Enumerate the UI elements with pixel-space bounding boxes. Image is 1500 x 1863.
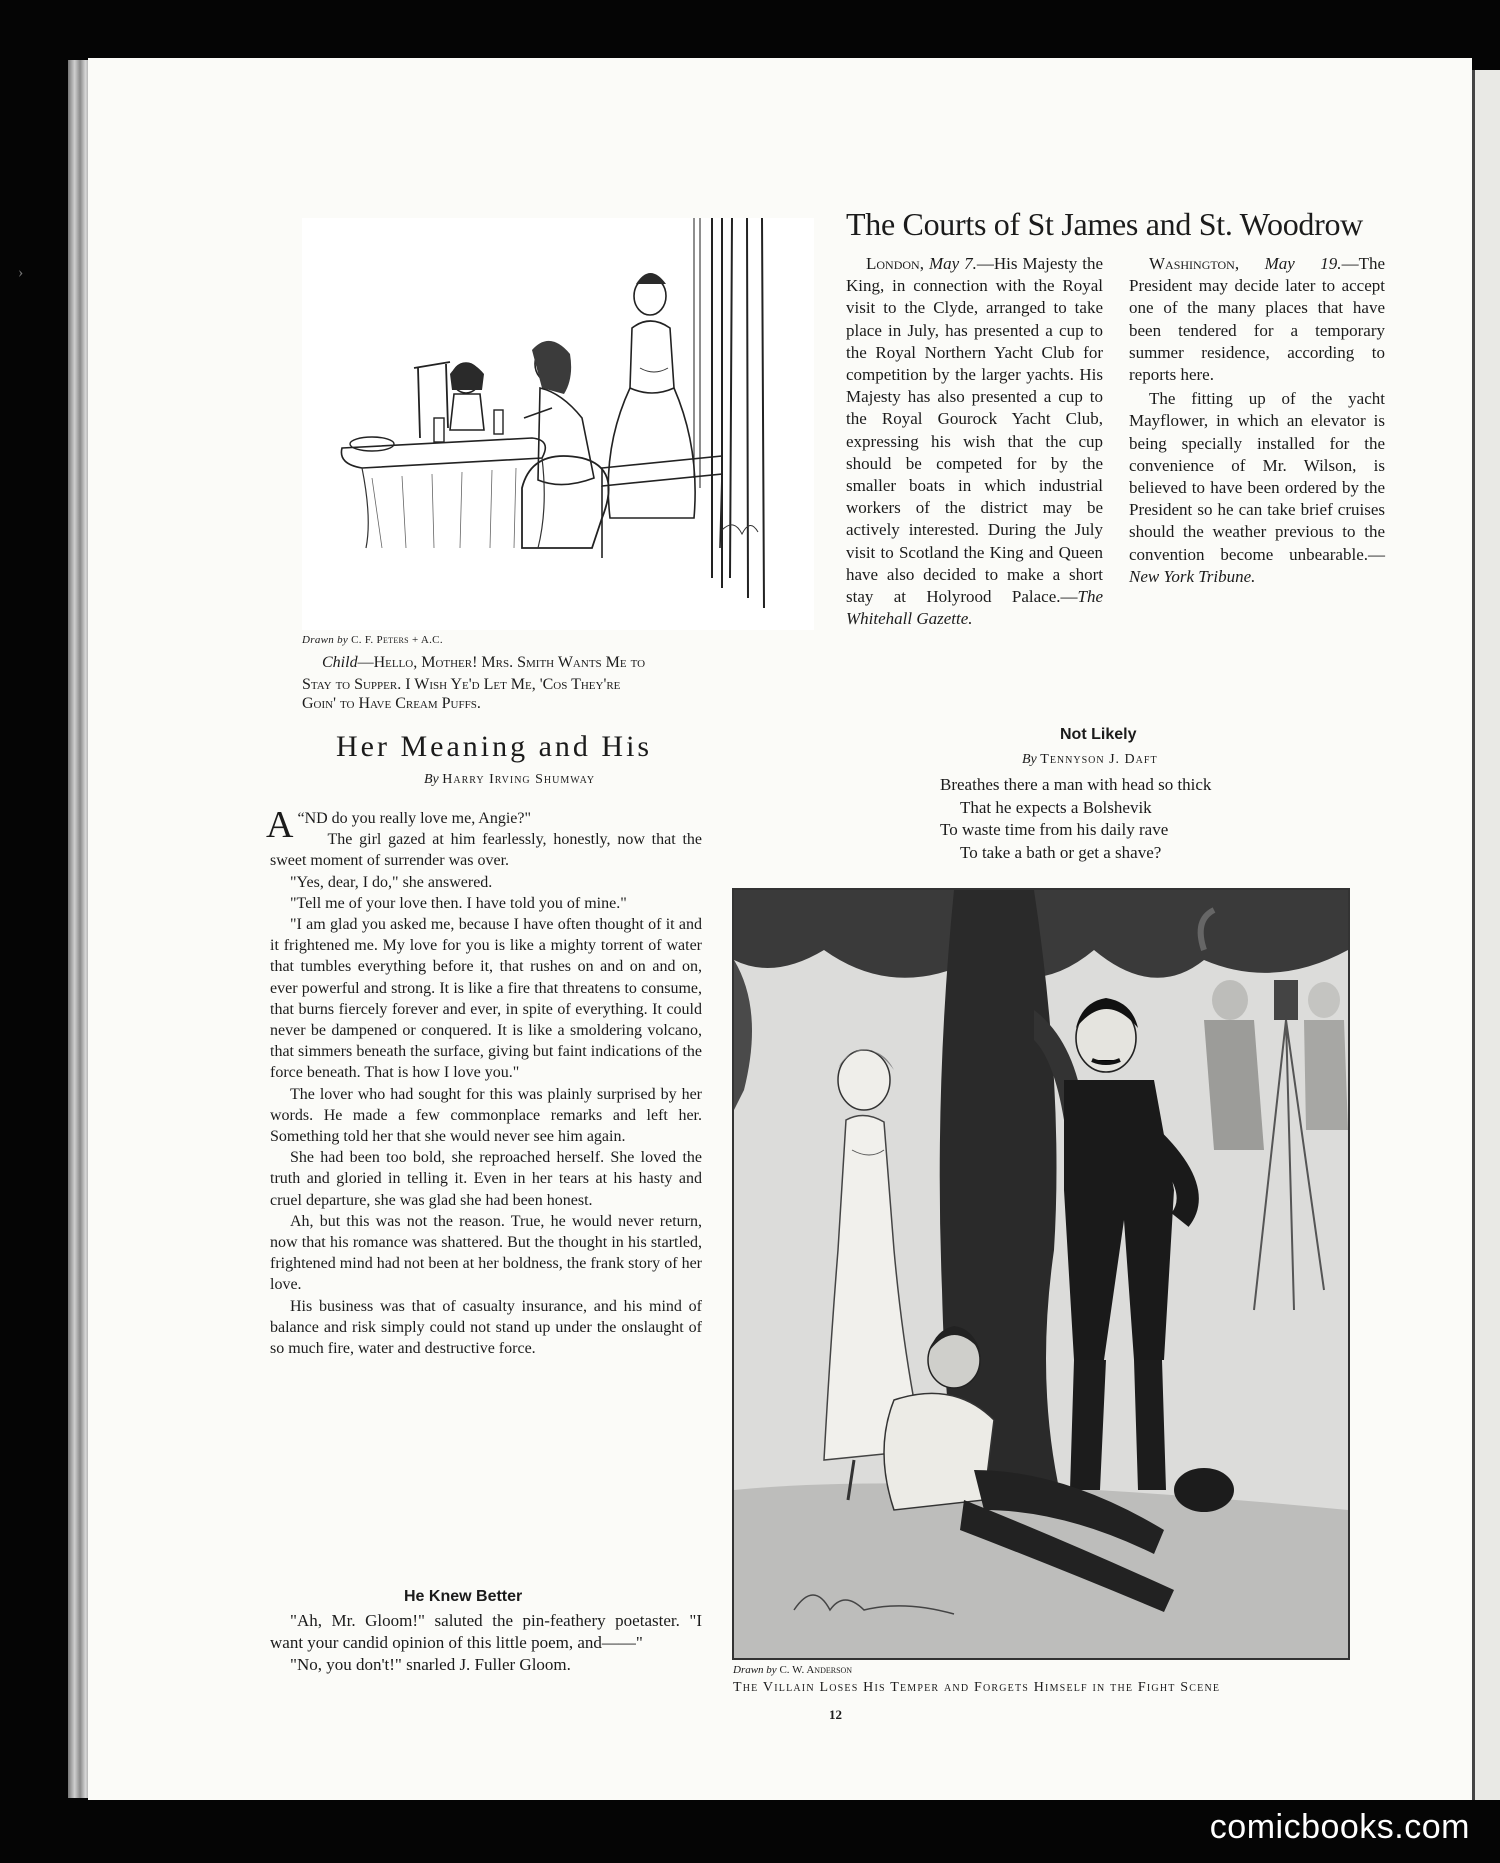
- meaning-dropcap: A: [266, 804, 294, 846]
- meaning-paragraph-4: "Tell me of your love then. I have told you of mine.": [290, 894, 627, 912]
- washington-body-1: —The President may decide later to accept one of the many places that have been tendered for a temporary summer residence, according to reports here.: [1129, 254, 1385, 385]
- cartoon-1-caption-line-1: [322, 652, 645, 674]
- courts-washington-paragraph-2: [1129, 388, 1385, 588]
- not-likely-byline: [1022, 752, 1158, 768]
- meaning-byline: [424, 772, 595, 788]
- meaning-p2: The girl gazed at him fearlessly, honestly, now that the sweet moment of surrender was over.: [270, 831, 702, 870]
- meaning-p1-rest: ND do you really love me, Angie?": [304, 810, 532, 827]
- cartoon-1-caption-line-2: Stay to Supper. I Wish Ye'd Let Me, 'Cos They're: [302, 676, 621, 693]
- courts-london-column: [846, 253, 1103, 630]
- binding-mark: ›: [18, 264, 24, 281]
- cartoon-2-credit-prefix: Drawn by: [733, 1664, 777, 1676]
- courts-headline: The Courts of St James and St. Woodrow: [846, 206, 1363, 242]
- washington-dateline: Washington,: [1149, 254, 1240, 273]
- not-likely-by: By: [1022, 752, 1037, 767]
- cartoon-family-supper-drawing: [302, 218, 814, 630]
- poem-line-2: That he expects a Bolshevik: [960, 797, 1152, 817]
- not-likely-author: Tennyson J. Daft: [1040, 752, 1158, 767]
- knew-better-paragraph-2: "No, you don't!" snarled J. Fuller Gloom.: [290, 1655, 571, 1674]
- washington-date: May 19.: [1264, 254, 1342, 273]
- not-likely-title: Not Likely: [1060, 726, 1137, 743]
- cartoon-1-credit: [302, 634, 443, 646]
- poem-line-3: To waste time from his daily rave: [940, 820, 1169, 839]
- cartoon-fight-scene-drawing: [734, 890, 1348, 1658]
- cartoon-fight-scene: [732, 888, 1350, 1660]
- poem-line-4: To take a bath or get a shave?: [960, 842, 1162, 862]
- not-likely-poem: [940, 774, 1280, 864]
- cartoon-1-speaker: Child: [322, 654, 358, 671]
- knew-better-text: [270, 1610, 702, 1676]
- courts-washington-column: [1129, 253, 1385, 588]
- meaning-author: Harry Irving Shumway: [442, 772, 596, 787]
- knew-better-title: He Knew Better: [404, 1588, 523, 1605]
- book-spine: [68, 60, 90, 1798]
- cartoon-1-credit-name: C. F. Peters + A.C.: [351, 634, 443, 646]
- meaning-by: By: [424, 772, 439, 787]
- meaning-paragraph-3: "Yes, dear, I do," she answered.: [290, 873, 493, 891]
- meaning-paragraph-8: Ah, but this was not the reason. True, he would never return, now that his romance was shattered. But the thought in his startled, frightened mind had not been at her boldness, the frank story of her love.: [270, 1212, 702, 1294]
- meaning-paragraph-7: She had been too bold, she reproached herself. She loved the truth and gloried in telling it. Even in her tears at his hasty and cruel departure, she was glad she had been honest.: [270, 1149, 702, 1209]
- london-dateline: London,: [866, 254, 924, 273]
- cartoon-family-supper: [302, 218, 814, 630]
- washington-body-2: The fitting up of the yacht Mayflower, in which an elevator is being specially installed for the convenience of Mr. Wilson, is believed to have been ordered by the President so he can take brief cruises should the weather previous to the convention become unbearable.—: [1129, 389, 1385, 564]
- meaning-paragraph-1: [266, 804, 702, 872]
- facing-page-edge: [1472, 70, 1500, 1800]
- london-body: —His Majesty the King, in connection with the Royal visit to the Clyde, arranged to take place in July, has presented a cup to the Royal Northern Yacht Club for competition by the larger yachts. His Majesty has also presented a cup to the Royal Gourock Yacht Club, expressing his wish that the cup should be competed for by the smaller boats in which industrial workers of the district may be actively interested. During the July visit to Scotland the King and Queen have also decided to make a short stay at Holyrood Palace.—: [846, 254, 1103, 607]
- cartoon-2-credit-name: C. W. Anderson: [779, 1664, 853, 1676]
- poem-line-1: Breathes there a man with head so thick: [940, 775, 1212, 794]
- cartoon-2-credit: [733, 1664, 852, 1676]
- london-source: The Whitehall Gazette.: [846, 587, 1103, 629]
- washington-source: New York Tribune.: [1129, 566, 1256, 586]
- meaning-story: [266, 804, 702, 1359]
- cartoon-1-caption-text-1: —Hello, Mother! Mrs. Smith Wants Me to: [357, 654, 646, 671]
- knew-better-paragraph-1: "Ah, Mr. Gloom!" saluted the pin-feathery poetaster. "I want your candid opinion of this little poem, and——": [270, 1611, 702, 1652]
- meaning-headline: Her Meaning and His: [336, 730, 653, 763]
- meaning-paragraph-9: His business was that of casualty insurance, and his mind of balance and risk simply could not stand up under the onslaught of so much fire, water and destructive force.: [270, 1297, 702, 1358]
- cartoon-1-credit-prefix: Drawn by: [302, 634, 349, 646]
- page-number: 12: [829, 1707, 842, 1722]
- cartoon-2-caption: The Villain Loses His Temper and Forgets Himself in the Fight Scene: [733, 1680, 1221, 1695]
- meaning-paragraph-5: "I am glad you asked me, because I have often thought of it and it frightened me. My love for you is like a mighty torrent of water that tumbles everything before it, that rushes on and on and on, ever powerful and strong. It is like a fire that threatens to consume, that burns fiercely forever and ever, in spite of everything. It could never be dampened or conquered. It is like a smoldering volcano, that simmers beneath the surface, giving but faint indications of the force beneath. That is how I love you.": [270, 916, 702, 1082]
- courts-london-paragraph: [846, 253, 1103, 630]
- courts-washington-paragraph-1: [1129, 253, 1385, 386]
- meaning-quote-open: “: [297, 810, 305, 827]
- london-date: May 7.: [928, 254, 977, 273]
- cartoon-1-caption-line-3: Goin' to Have Cream Puffs.: [302, 695, 481, 712]
- meaning-paragraph-6: The lover who had sought for this was plainly surprised by her words. He made a few commonplace remarks and left her. Something told her that she would never see him again.: [270, 1085, 702, 1146]
- watermark-text: comicbooks.com: [1209, 1808, 1470, 1846]
